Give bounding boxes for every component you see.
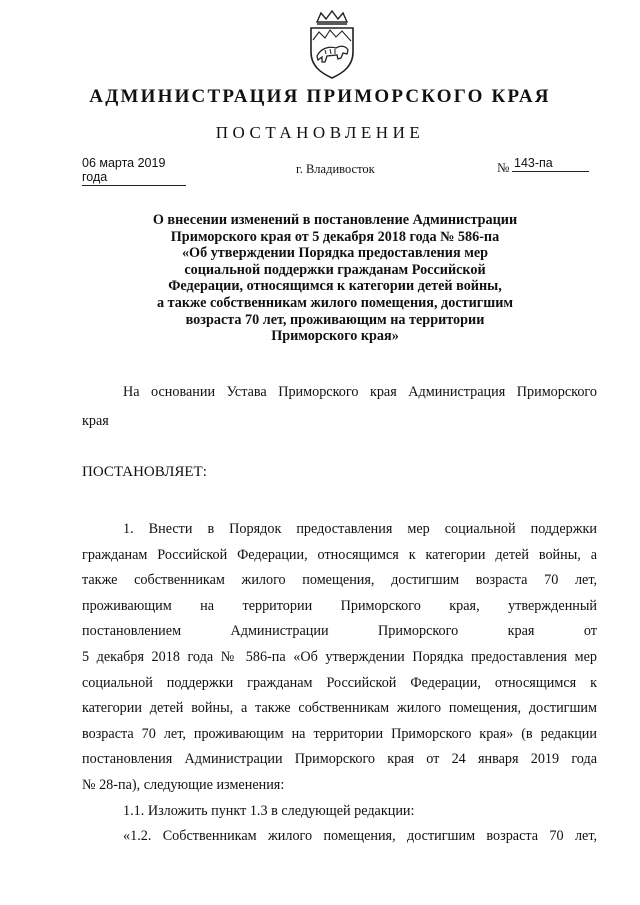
title-line: Приморского края от 5 декабря 2018 года № 586-па [170,228,500,245]
body-line: 1. Внести в Порядок предоставления мер социальной поддержки [123,521,597,537]
body-line: проживающим на территории Приморского края, утвержденный [82,597,597,614]
body-line: возраста 70 лет, проживающим на территории Приморского края» (в редакции [82,725,597,742]
document-number: 143-па [512,156,589,172]
document-body [82,517,597,850]
title-line: «Об утверждении Порядка предоставления мер [181,245,489,262]
document-city: г. Владивосток [296,162,375,176]
body-line: постановлением Администрации Приморского края от [82,623,597,640]
title-line: возраста 70 лет, проживающим на территории [185,311,485,328]
basis-paragraph-line: На основании Устава Приморского края Администрация Приморского [123,384,597,400]
document-title [135,212,535,345]
body-line: категории детей войны, а также собственникам жилого помещения, достигшим [82,700,597,717]
body-line: 1.1. Изложить пункт 1.3 в следующей редакции: [123,802,415,819]
title-line: О внесении изменений в постановление Администрации [152,212,518,228]
basis-paragraph-line: края [82,413,109,429]
title-line: Приморского края» [271,328,399,345]
document-date: 06 марта 2019 года [82,156,186,186]
title-line: а также собственникам жилого помещения, достигшим [156,294,514,311]
document-type: ПОСТАНОВЛЕНИЕ [215,123,425,142]
organization-title: АДМИНИСТРАЦИЯ ПРИМОРСКОГО КРАЯ [89,86,551,107]
body-line: 5 декабря 2018 года № 586-па «Об утверждении Порядка предоставления мер [82,648,597,665]
number-sign: № [497,160,510,175]
body-line: постановления Администрации Приморского края от 24 января 2019 года [82,751,597,768]
body-line: также собственникам жилого помещения, достигшим возраста 70 лет, [82,572,597,589]
decree-word: ПОСТАНОВЛЯЕТ: [82,464,207,480]
body-line: «1.2. Собственникам жилого помещения, достигшим возраста 70 лет, [123,828,597,845]
coat-of-arms-emblem [303,10,361,80]
body-line: гражданам Российской Федерации, относящимся к категории детей войны, а [82,546,597,563]
body-line: № 28-па), следующие изменения: [82,776,285,793]
title-line: социальной поддержки гражданам Российской [184,261,486,278]
body-line: социальной поддержки гражданам Российской Федерации, относящимся к [82,674,597,691]
title-line: Федерации, относящимся к категории детей войны, [168,278,502,295]
